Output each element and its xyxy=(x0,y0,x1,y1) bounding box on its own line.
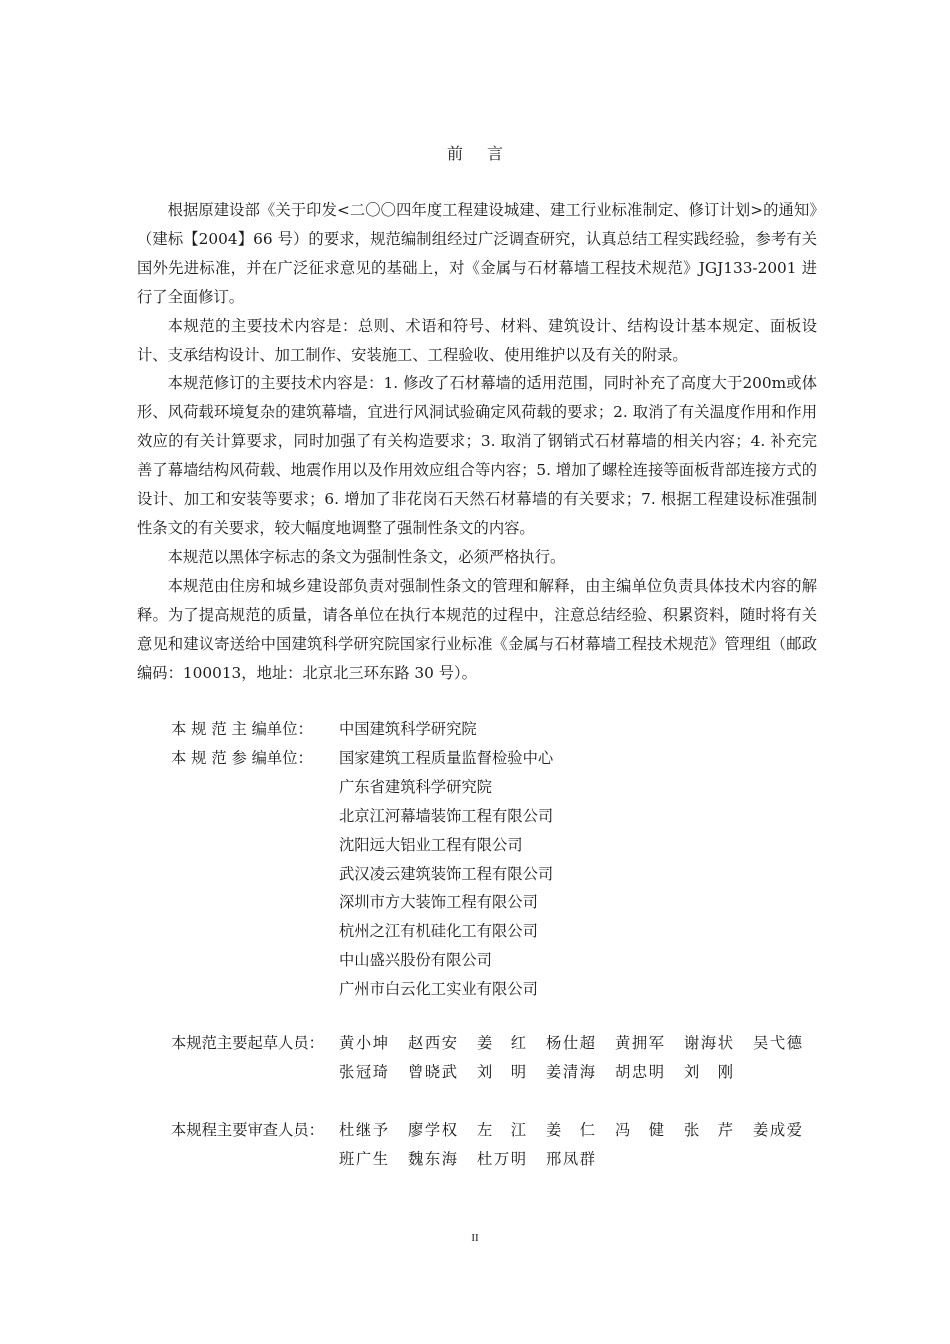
drafter-name: 赵西安 xyxy=(408,1034,457,1052)
drafters-section xyxy=(171,1029,811,1087)
paragraph-revision-content: 本规范修订的主要技术内容是：1. 修改了石材幕墙的适用范围，同时补充了高度大于200m或体形、风荷载环境复杂的建筑幕墙，宜进行风洞试验确定风荷载的要求；2. 取消了有关温度作用和作用效应的有关计算要求，同时加强了有关构造要求；3. 取消了钢销式石材幕墙的相关内容；4. 补充完善了幕墙结构风荷载、地震作用以及作用效应组合等内容；5. 增加了螺栓连接等面板背部连接方式的设计、加工和安装等要求；6. 增加了非花岗石天然石材幕墙的有关要求；7. 根据工程建设标准强制性条文的有关要求，较大幅度地调整了强制性条文的内容。 xyxy=(137,374,817,537)
chief-unit-row xyxy=(171,715,811,744)
reviewer-name: 杜万明 xyxy=(477,1149,526,1168)
reviewers-label: 本规程主要审查人员： xyxy=(171,1121,324,1139)
preface-body xyxy=(137,196,817,687)
drafter-name: 刘明 xyxy=(477,1062,526,1081)
drafter-name: 黄拥军 xyxy=(615,1034,664,1052)
drafter-name: 刘刚 xyxy=(684,1062,733,1081)
chief-unit-label: 本 规 范 主 编单位： xyxy=(171,720,313,738)
drafter-name: 张冠琦 xyxy=(339,1062,388,1081)
drafter-name: 谢海状 xyxy=(684,1034,733,1052)
reviewer-name: 廖学权 xyxy=(408,1121,457,1139)
participating-unit: 武汉凌云建筑装饰工程有限公司 xyxy=(339,864,554,883)
drafter-name: 姜红 xyxy=(477,1034,526,1052)
reviewers-row xyxy=(171,1116,811,1174)
reviewer-name: 冯健 xyxy=(615,1121,664,1139)
drafter-name: 胡忠明 xyxy=(615,1062,664,1081)
participating-unit: 中山盛兴股份有限公司 xyxy=(339,951,492,970)
reviewer-name: 杜继予 xyxy=(339,1121,388,1139)
drafter-name: 姜清海 xyxy=(546,1062,595,1081)
reviewer-name: 邢凤群 xyxy=(546,1149,595,1168)
paragraph-main-content: 本规范的主要技术内容是：总则、术语和符号、材料、建筑设计、结构设计基本规定、面板设计、支承结构设计、加工制作、安装施工、工程验收、使用维护以及有关的附录。 xyxy=(137,316,817,364)
participating-unit: 杭州之江有机硅化工有限公司 xyxy=(339,922,538,941)
participating-unit: 深圳市方大装饰工程有限公司 xyxy=(339,893,538,912)
paragraph-management: 本规范由住房和城乡建设部负责对强制性条文的管理和解释，由主编单位负责具体技术内容的解释。为了提高规范的质量，请各单位在执行本规范的过程中，注意总结经验、积累资料，随时将有关意见和建议寄送给中国建筑科学研究院国家行业标准《金属与石材幕墙工程技术规范》管理组（邮政编码：100013，地址：北京北三环东路 30 号）。 xyxy=(137,576,817,682)
units-section xyxy=(171,715,811,1004)
reviewer-name: 姜仁 xyxy=(546,1121,595,1139)
reviewer-name: 魏东海 xyxy=(408,1149,457,1168)
reviewer-name: 姜成爱 xyxy=(753,1121,802,1139)
drafters-row xyxy=(171,1029,811,1087)
reviewer-name: 左江 xyxy=(477,1121,526,1139)
participating-unit: 国家建筑工程质量监督检验中心 xyxy=(339,748,554,767)
page-title: 前言 xyxy=(446,144,527,163)
chief-unit-value: 中国建筑科学研究院 xyxy=(339,720,477,738)
drafter-name: 吴弋德 xyxy=(753,1034,802,1052)
participating-unit: 广东省建筑科学研究院 xyxy=(339,777,492,796)
paragraph-background: 根据原建设部《关于印发<二〇〇四年度工程建设城建、建工行业标准制定、修订计划>的通知》（建标【2004】66 号）的要求，规范编制组经过广泛调查研究，认真总结工程实践经验，参考有关国外先进标准，并在广泛征求意见的基础上，对《金属与石材幕墙工程技术规范》JGJ133-2001 进行了全面修订。 xyxy=(137,201,817,306)
page-number: II xyxy=(471,1232,479,1244)
participating-unit: 北京江河幕墙装饰工程有限公司 xyxy=(339,806,554,825)
drafter-name: 杨仕超 xyxy=(546,1034,595,1052)
drafters-label: 本规范主要起草人员： xyxy=(171,1034,324,1052)
reviewers-section xyxy=(171,1116,811,1174)
paragraph-mandatory-clauses: 本规范以黑体字标志的条文为强制性条文，必须严格执行。 xyxy=(167,547,566,566)
drafter-name: 黄小坤 xyxy=(339,1034,388,1052)
reviewer-name: 张芹 xyxy=(684,1121,733,1139)
participating-unit: 广州市白云化工实业有限公司 xyxy=(339,980,538,999)
participating-unit: 沈阳远大铝业工程有限公司 xyxy=(339,835,523,854)
participating-units-label: 本 规 范 参 编单位： xyxy=(171,748,313,767)
reviewer-name: 班广生 xyxy=(339,1149,388,1168)
participating-units-row xyxy=(171,744,811,1004)
drafter-name: 曾晓武 xyxy=(408,1062,457,1081)
